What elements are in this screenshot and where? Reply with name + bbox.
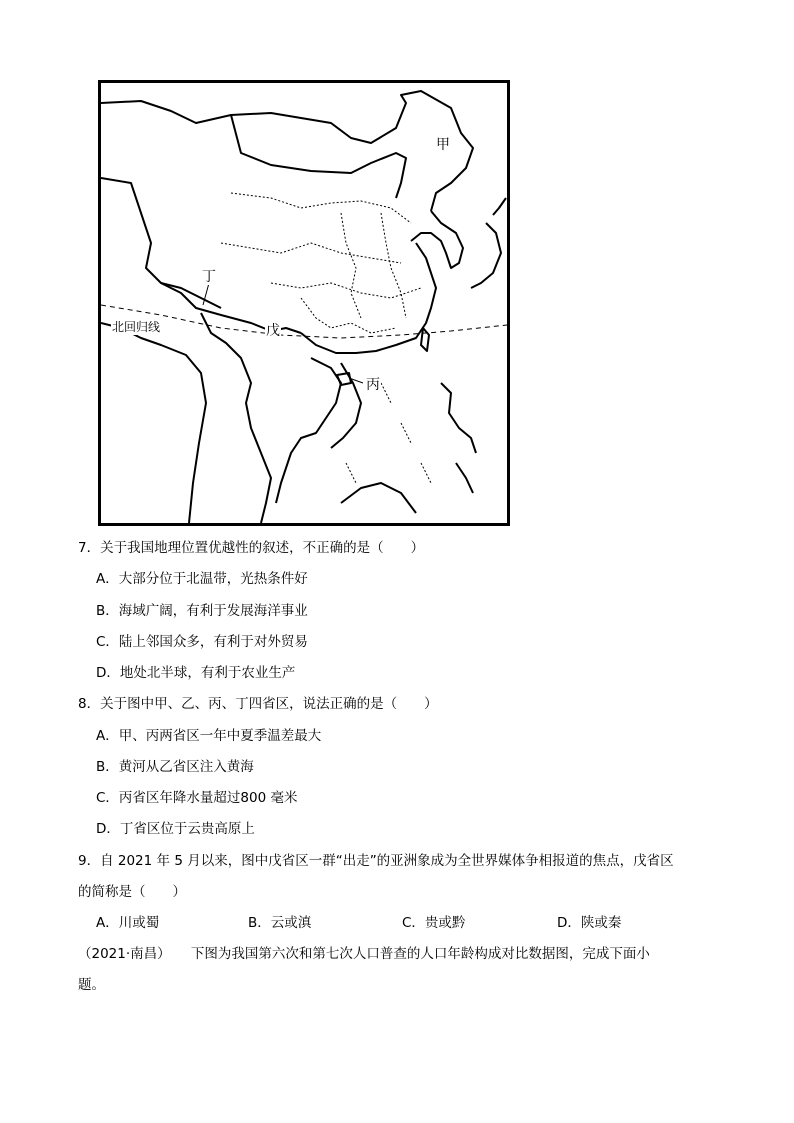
q9-option-a: A．川或蜀 bbox=[96, 915, 160, 931]
province-lines-6 bbox=[381, 213, 406, 318]
myanmar-outline bbox=[201, 313, 271, 523]
q9-stem-line1: 9．自 2021 年 5 月以来，图中戊省区一群“出走”的亚洲象成为全世界媒体争相报道的焦点，戊省区 bbox=[78, 853, 674, 869]
province-lines-2 bbox=[221, 243, 401, 263]
korea-peninsula bbox=[411, 211, 463, 268]
q7-option-d: D．地处北半球，有利于农业生产 bbox=[96, 665, 296, 681]
q9-stem-line2: 的简称是（ ） bbox=[78, 884, 186, 900]
tropic-of-cancer-line bbox=[101, 305, 507, 338]
map-label-ding: 丁 bbox=[202, 269, 216, 285]
philippines bbox=[441, 383, 476, 493]
q8-option-b: B．黄河从乙省区注入黄海 bbox=[96, 759, 254, 775]
map-label-tropic: 北回归线 bbox=[112, 320, 161, 334]
q7-option-c: C．陆上邻国众多，有利于对外贸易 bbox=[96, 634, 308, 650]
q8-option-a: A．甲、丙两省区一年中夏季温差最大 bbox=[96, 728, 322, 744]
q7-option-a: A．大部分位于北温带，光热条件好 bbox=[96, 571, 308, 587]
northern-border bbox=[101, 91, 473, 211]
province-lines-3 bbox=[271, 283, 421, 298]
intro-line1: （2021·南昌） 下图为我国第六次和第七次人口普查的人口年龄构成对比数据图，完成下面小 bbox=[78, 946, 650, 962]
province-lines-5 bbox=[341, 213, 361, 318]
india-coast bbox=[101, 323, 206, 523]
province-lines-1 bbox=[231, 193, 411, 223]
map-label-wu: 戊 bbox=[266, 323, 280, 339]
q9-option-d: D．陕或秦 bbox=[557, 915, 622, 931]
hainan-island bbox=[337, 373, 351, 385]
intro-line2: 题。 bbox=[78, 977, 105, 993]
western-border bbox=[101, 178, 221, 308]
map-label-jia: 甲 bbox=[436, 137, 450, 153]
q8-stem: 8．关于图中甲、乙、丙、丁四省区，说法正确的是（ ） bbox=[78, 696, 438, 712]
china-map bbox=[98, 80, 510, 526]
taiwan-island bbox=[421, 328, 429, 351]
borneo bbox=[341, 483, 416, 513]
q8-option-d: D．丁省区位于云贵高原上 bbox=[96, 821, 255, 837]
q8-option-c: C．丙省区年降水量超过800 毫米 bbox=[96, 790, 298, 806]
japan-islands bbox=[471, 198, 506, 288]
indochina-outline bbox=[276, 358, 341, 503]
q7-option-b: B．海域广阔，有利于发展海洋事业 bbox=[96, 603, 308, 619]
q9-option-c: C．贵或黔 bbox=[402, 915, 466, 931]
map-label-bing: 丙 bbox=[366, 377, 380, 393]
mongolia-south-border bbox=[231, 115, 406, 198]
q9-option-b: B．云或滇 bbox=[248, 915, 312, 931]
q7-stem: 7．关于我国地理位置优越性的叙述，不正确的是（ ） bbox=[78, 540, 425, 556]
province-lines-4 bbox=[301, 298, 396, 333]
